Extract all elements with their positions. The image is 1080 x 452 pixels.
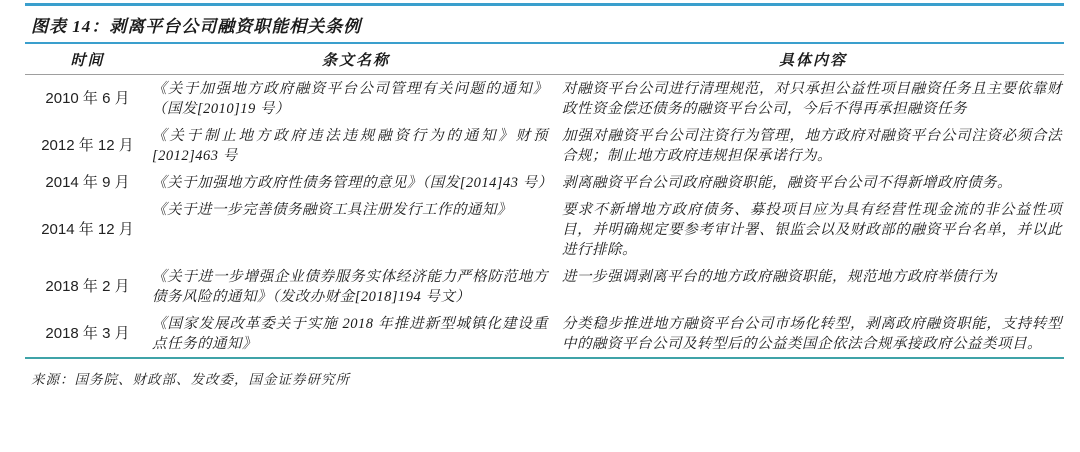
- name-cell: 《关于制止地方政府违法违规融资行为的通知》财预[2012]463 号: [152, 128, 548, 164]
- time-cell: 2018 年 3 月: [45, 325, 130, 342]
- table-row: [25, 122, 1064, 169]
- table-header-row: [25, 44, 1064, 75]
- name-cell: 《关于进一步完善债务融资工具注册发行工作的通知》: [152, 202, 512, 218]
- table-row: [25, 263, 1064, 310]
- time-cell: 2014 年 12 月: [41, 221, 134, 238]
- figure-title-bar: [25, 3, 1064, 44]
- content-cell: 进一步强调剥离平台的地方政府融资职能，规范地方政府举债行为: [562, 269, 997, 285]
- content-cell: 分类稳步推进地方融资平台公司市场化转型，剥离政府融资职能，支持转型中的融资平台公司及转型后的公益类国企依法合规承接政府公益类项目。: [562, 316, 1062, 352]
- content-cell: 对融资平台公司进行清理规范，对只承担公益性项目融资任务且主要依靠财政性资金偿还债务的融资平台公司，今后不得再承担融资任务: [562, 81, 1062, 117]
- column-header-content: 具体内容: [778, 53, 847, 69]
- content-cell: 要求不新增地方政府债务、募投项目应为具有经营性现金流的非公益性项目，并明确规定要参考审计署、银监会以及财政部的融资平台名单，并以此进行排除。: [562, 202, 1062, 258]
- table-row: [25, 196, 1064, 263]
- table-body: [25, 75, 1064, 359]
- report-figure: [25, 3, 1064, 388]
- figure-title: 图表 14：剥离平台公司融资职能相关条例: [31, 17, 362, 36]
- table-row: [25, 75, 1064, 122]
- column-header-time: 时间: [70, 53, 105, 69]
- table-row: [25, 310, 1064, 357]
- source-note: 来源：国务院、财政部、发改委，国金证券研究所: [31, 372, 350, 387]
- name-cell: 《关于加强地方政府融资平台公司管理有关问题的通知》（国发[2010]19 号）: [152, 81, 548, 117]
- time-cell: 2014 年 9 月: [45, 174, 130, 191]
- time-cell: 2018 年 2 月: [45, 278, 130, 295]
- time-cell: 2010 年 6 月: [45, 90, 130, 107]
- name-cell: 《国家发展改革委关于实施 2018 年推进新型城镇化建设重点任务的通知》: [152, 316, 548, 352]
- time-cell: 2012 年 12 月: [41, 137, 134, 154]
- content-cell: 加强对融资平台公司注资行为管理，地方政府对融资平台公司注资必须合法合规；制止地方政府违规担保承诺行为。: [562, 128, 1062, 164]
- table-row: [25, 169, 1064, 196]
- name-cell: 《关于进一步增强企业债券服务实体经济能力严格防范地方债务风险的通知》（发改办财金[2018]194 号文）: [152, 269, 548, 305]
- name-cell: 《关于加强地方政府性债务管理的意见》（国发[2014]43 号）: [152, 175, 553, 191]
- content-cell: 剥离融资平台公司政府融资职能，融资平台公司不得新增政府债务。: [562, 175, 1012, 191]
- column-header-name: 条文名称: [321, 53, 390, 69]
